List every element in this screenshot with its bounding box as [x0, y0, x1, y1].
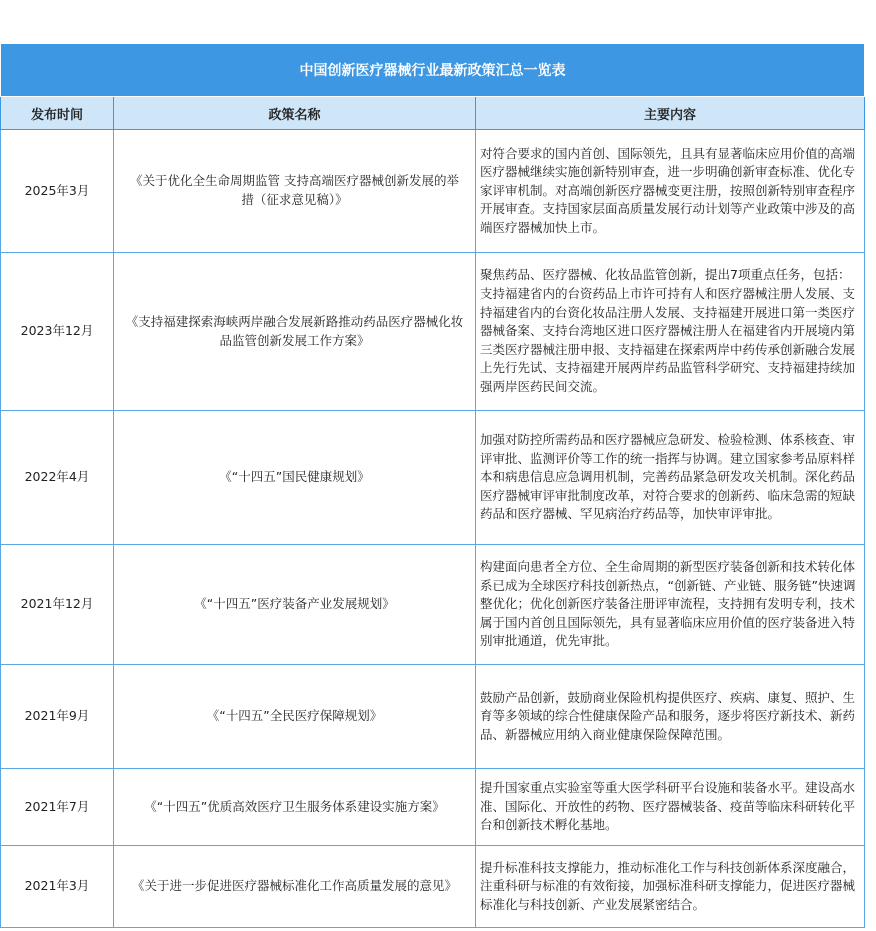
row-date: 2023年12月 [1, 253, 114, 411]
row-policy-name: 《“十四五”国民健康规划》 [114, 411, 476, 545]
row-date: 2025年3月 [1, 130, 114, 253]
column-header-main-content: 主要内容 [476, 97, 865, 130]
row-policy-name: 《“十四五”优质高效医疗卫生服务体系建设实施方案》 [114, 769, 476, 846]
row-date: 2021年9月 [1, 665, 114, 769]
table-row [1, 769, 865, 846]
row-policy-name: 《“十四五”全民医疗保障规划》 [114, 665, 476, 769]
table-row [1, 411, 865, 545]
row-content: 聚焦药品、医疗器械、化妆品监管创新，提出7项重点任务，包括：支持福建省内的台资药品上市许可持有人和医疗器械注册人发展、支持福建省内的台资化妆品注册人发展、支持福建开展进口第一类医疗器械备案、支持台湾地区进口医疗器械注册人在福建省内开展境内第三类医疗器械注册申报、支持福建在探索两岸中药传承创新融合发展上先行先试、支持福建开展两岸药品监管科学研究、支持福建持续加强两岸医药民间交流。 [476, 253, 865, 411]
row-policy-name: 《“十四五”医疗装备产业发展规划》 [114, 545, 476, 665]
table-header-row [1, 97, 865, 130]
table-row [1, 665, 865, 769]
policy-table [0, 43, 865, 928]
row-date: 2021年12月 [1, 545, 114, 665]
row-content: 鼓励产品创新，鼓励商业保险机构提供医疗、疾病、康复、照护、生育等多领域的综合性健康保险产品和服务，逐步将医疗新技术、新药品、新器械应用纳入商业健康保险保障范围。 [476, 665, 865, 769]
row-policy-name: 《关于进一步促进医疗器械标准化工作高质量发展的意见》 [114, 846, 476, 928]
row-date: 2022年4月 [1, 411, 114, 545]
row-content: 提升标准科技支撑能力，推动标准化工作与科技创新体系深度融合，注重科研与标准的有效衔接，加强标准科研支撑能力，促进医疗器械标准化与科技创新、产业发展紧密结合。 [476, 846, 865, 928]
row-policy-name: 《关于优化全生命周期监管 支持高端医疗器械创新发展的举措（征求意见稿）》 [114, 130, 476, 253]
column-header-date: 发布时间 [1, 97, 114, 130]
row-policy-name: 《支持福建探索海峡两岸融合发展新路推动药品医疗器械化妆品监管创新发展工作方案》 [114, 253, 476, 411]
row-date: 2021年7月 [1, 769, 114, 846]
row-date: 2021年3月 [1, 846, 114, 928]
column-header-policy-name: 政策名称 [114, 97, 476, 130]
row-content: 对符合要求的国内首创、国际领先，且具有显著临床应用价值的高端医疗器械继续实施创新特别审查，进一步明确创新审查标准、优化专家评审机制。对高端创新医疗器械变更注册，按照创新特别审查程序开展审查。支持国家层面高质量发展行动计划等产业政策中涉及的高端医疗器械加快上市。 [476, 130, 865, 253]
table-row [1, 545, 865, 665]
table-title: 中国创新医疗器械行业最新政策汇总一览表 [1, 44, 865, 97]
row-content: 加强对防控所需药品和医疗器械应急研发、检验检测、体系核查、审评审批、监测评价等工作的统一指挥与协调。建立国家参考品原料样本和病患信息应急调用机制，完善药品紧急研发攻关机制。深化药品医疗器械审评审批制度改革，对符合要求的创新药、临床急需的短缺药品和医疗器械、罕见病治疗药品等，加快审评审批。 [476, 411, 865, 545]
table-title-row [1, 44, 865, 97]
row-content: 提升国家重点实验室等重大医学科研平台设施和装备水平。建设高水准、国际化、开放性的药物、医疗器械装备、疫苗等临床科研转化平台和创新技术孵化基地。 [476, 769, 865, 846]
row-content: 构建面向患者全方位、全生命周期的新型医疗装备创新和技术转化体系已成为全球医疗科技创新热点，“创新链、产业链、服务链”快速调整优化；优化创新医疗装备注册评审流程，支持拥有发明专利，技术属于国内首创且国际领先，具有显著临床应用价值的医疗装备进入特别审批通道，优先审批。 [476, 545, 865, 665]
table-row [1, 846, 865, 928]
table-row [1, 253, 865, 411]
table-row [1, 130, 865, 253]
